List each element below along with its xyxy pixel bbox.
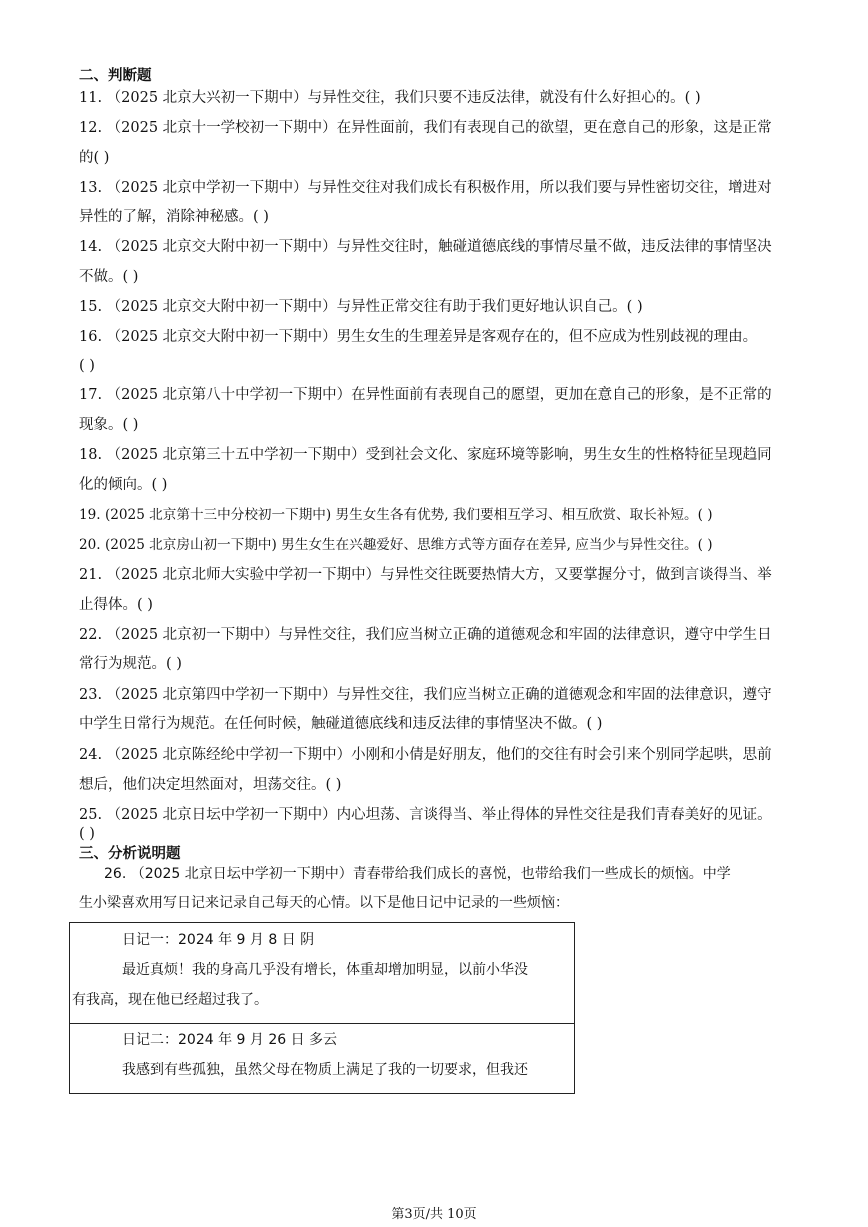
question-12-cont: 的( ) bbox=[79, 150, 110, 166]
question-13: 13. （2025 北京中学初一下期中）与异性交往对我们成长有积极作用，所以我们要与异性密切交往，增进对 bbox=[79, 180, 772, 196]
question-22: 22. （2025 北京初一下期中）与异性交往，我们应当树立正确的道德观念和牢固的法律意识，遵守中学生日 bbox=[79, 627, 772, 643]
question-26-cont: 生小梁喜欢用写日记来记录自己每天的心情。以下是他日记中记录的一些烦恼： bbox=[79, 895, 569, 911]
question-11: 11. （2025 北京大兴初一下期中）与异性交往，我们只要不违反法律，就没有什么好担心的。( ) bbox=[79, 90, 701, 106]
question-12: 12. （2025 北京十一学校初一下期中）在异性面前，我们有表现自己的欲望，更在意自己的形象，这是正常 bbox=[79, 120, 772, 136]
question-24: 24. （2025 北京陈经纶中学初一下期中）小刚和小倩是好朋友，他们的交往有时会引来个别同学起哄，思前 bbox=[79, 747, 772, 763]
diary1-header: 日记一：2024 年 9 月 8 日 阴 bbox=[122, 932, 315, 948]
question-18: 18. （2025 北京第三十五中学初一下期中）受到社会文化、家庭环境等影响，男生女生的性格特征呈现趋同 bbox=[79, 447, 772, 463]
question-23: 23. （2025 北京第四中学初一下期中）与异性交往，我们应当树立正确的道德观念和牢固的法律意识，遵守 bbox=[79, 687, 772, 703]
question-21: 21. （2025 北京北师大实验中学初一下期中）与异性交往既要热情大方，又要掌握分寸，做到言谈得当、举 bbox=[79, 567, 772, 583]
question-17-cont: 现象。( ) bbox=[79, 417, 139, 433]
section-title-judgment: 二、判断题 bbox=[79, 68, 152, 84]
question-14: 14. （2025 北京交大附中初一下期中）与异性交往时，触碰道德底线的事情尽量不做，违反法律的事情坚决 bbox=[79, 239, 772, 255]
question-16-cont: ( ) bbox=[79, 358, 95, 374]
diary2-header: 日记二：2024 年 9 月 26 日 多云 bbox=[122, 1032, 338, 1048]
question-25-cont: ( ) bbox=[79, 826, 95, 842]
question-22-cont: 常行为规范。( ) bbox=[79, 656, 182, 672]
question-13-cont: 异性的了解，消除神秘感。( ) bbox=[79, 209, 269, 225]
question-15: 15. （2025 北京交大附中初一下期中）与异性正常交往有助于我们更好地认识自己。( ) bbox=[79, 299, 643, 315]
diary1-line2: 有我高，现在他已经超过我了。 bbox=[72, 992, 268, 1008]
diary-divider bbox=[70, 1023, 574, 1024]
question-14-cont: 不做。( ) bbox=[79, 269, 139, 285]
question-19: 19. (2025 北京第十三中分校初一下期中) 男生女生各有优势, 我们要相互学习、相互欣赏、取长补短。( ) bbox=[79, 507, 713, 523]
question-26: 26. （2025 北京日坛中学初一下期中）青春带给我们成长的喜悦，也带给我们一些成长的烦恼。中学 bbox=[104, 866, 731, 882]
question-21-cont: 止得体。( ) bbox=[79, 597, 153, 613]
section-title-analysis: 三、分析说明题 bbox=[79, 846, 181, 862]
diary1-line1: 最近真烦！我的身高几乎没有增长，体重却增加明显，以前小华没 bbox=[122, 962, 528, 978]
diary-table bbox=[69, 922, 575, 1094]
question-20: 20. (2025 北京房山初一下期中) 男生女生在兴趣爱好、思维方式等方面存在差异, 应当少与异性交往。( ) bbox=[79, 537, 713, 553]
question-17: 17. （2025 北京第八十中学初一下期中）在异性面前有表现自己的愿望，更加在意自己的形象，是不正常的 bbox=[79, 387, 772, 403]
diary2-line1: 我感到有些孤独，虽然父母在物质上满足了我的一切要求，但我还 bbox=[122, 1062, 528, 1078]
question-25: 25. （2025 北京日坛中学初一下期中）内心坦荡、言谈得当、举止得体的异性交往是我们青春美好的见证。 bbox=[79, 807, 772, 823]
page-number: 第3页/共 10页 bbox=[391, 1207, 477, 1222]
question-16: 16. （2025 北京交大附中初一下期中）男生女生的生理差异是客观存在的，但不应成为性别歧视的理由。 bbox=[79, 329, 758, 345]
question-24-cont: 想后，他们决定坦然面对，坦荡交往。( ) bbox=[79, 777, 342, 793]
question-23-cont: 中学生日常行为规范。在任何时候，触碰道德底线和违反法律的事情坚决不做。( ) bbox=[79, 716, 603, 732]
question-18-cont: 化的倾向。( ) bbox=[79, 477, 168, 493]
